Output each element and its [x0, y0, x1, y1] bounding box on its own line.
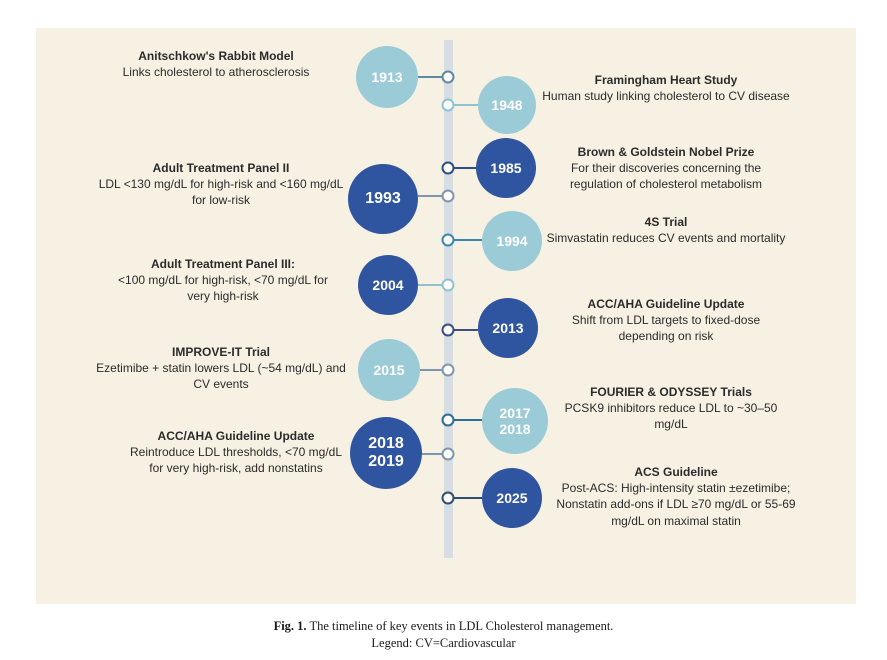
event-description: Ezetimibe + statin lowers LDL (~54 mg/dL) and CV events [96, 361, 346, 392]
event-1985 [546, 144, 786, 193]
figure-label: Fig. 1. [273, 619, 307, 633]
year-circle-2017-2018: 2017 2018 [482, 388, 548, 454]
timeline-panel [36, 28, 856, 604]
caption-legend: Legend: CV=Cardiovascular [371, 635, 516, 650]
event-description: Links cholesterol to atherosclerosis [122, 65, 310, 80]
event-2025 [556, 464, 796, 529]
year-circle-2004: 2004 [358, 255, 418, 315]
event-description: LDL <130 mg/dL for high-risk and <160 mg/dL for low-risk [98, 177, 344, 208]
node-2004 [443, 280, 454, 291]
node-1993 [443, 191, 454, 202]
year-circle-1994: 1994 [482, 211, 542, 271]
caption-text: The timeline of key events in LDL Cholesterol management. [309, 619, 614, 633]
node-1985 [443, 163, 454, 174]
year-circle-2018-2019: 2018 2019 [350, 417, 422, 489]
timeline-axis [444, 40, 453, 558]
year-circle-2013: 2013 [478, 298, 538, 358]
event-title: IMPROVE-IT Trial [171, 345, 270, 359]
event-description: Shift from LDL targets to fixed-dose depending on risk [571, 313, 761, 344]
event-2018-2019 [126, 428, 346, 477]
event-description: <100 mg/dL for high-risk, <70 mg/dL for very high-risk [118, 273, 328, 304]
year-circle-2025: 2025 [482, 468, 542, 528]
node-1913 [443, 72, 454, 83]
node-2017-2018 [443, 415, 454, 426]
event-2015 [96, 344, 346, 393]
event-1913 [96, 48, 336, 80]
node-2018-2019 [443, 449, 454, 460]
event-title: Brown & Goldstein Nobel Prize [577, 145, 755, 159]
event-description: Simvastatin reduces CV events and mortality [546, 231, 786, 246]
event-description: Reintroduce LDL thresholds, <70 mg/dL for very high-risk, add nonstatins [129, 445, 342, 476]
event-title: ACC/AHA Guideline Update [587, 297, 745, 311]
event-title: Adult Treatment Panel III: [150, 257, 296, 271]
caption-line [0, 618, 887, 635]
figure-caption [0, 618, 887, 652]
event-1993 [96, 160, 346, 209]
event-title: ACC/AHA Guideline Update [157, 429, 315, 443]
year-circle-1993: 1993 [348, 164, 418, 234]
node-1948 [443, 100, 454, 111]
node-2025 [443, 493, 454, 504]
year-circle-1913: 1913 [356, 46, 418, 108]
year-circle-2015: 2015 [358, 339, 420, 401]
node-2015 [443, 365, 454, 376]
year-circle-1985: 1985 [476, 138, 536, 198]
event-description: For their discoveries concerning the regulation of cholesterol metabolism [569, 161, 763, 192]
event-2004 [108, 256, 338, 305]
event-1994 [546, 214, 786, 246]
node-1994 [443, 235, 454, 246]
event-title: ACS Guideline [634, 465, 718, 479]
node-2013 [443, 325, 454, 336]
event-2017-2018 [551, 384, 791, 433]
event-description: Human study linking cholesterol to CV disease [542, 89, 790, 104]
year-circle-1948: 1948 [478, 76, 536, 134]
event-title: 4S Trial [644, 215, 688, 229]
event-1948 [541, 72, 791, 104]
event-2013 [546, 296, 786, 345]
event-title: Anitschkow's Rabbit Model [138, 49, 294, 63]
event-title: Adult Treatment Panel II [152, 161, 290, 175]
event-description: PCSK9 inhibitors reduce LDL to ~30–50 mg/dL [564, 401, 778, 432]
event-description: Post-ACS: High-intensity statin ±ezetimibe; Nonstatin add-ons if LDL ≥70 mg/dL or 55-69 mg/dL on maximal statin [556, 481, 796, 528]
event-title: Framingham Heart Study [594, 73, 738, 87]
event-title: FOURIER & ODYSSEY Trials [590, 385, 752, 399]
